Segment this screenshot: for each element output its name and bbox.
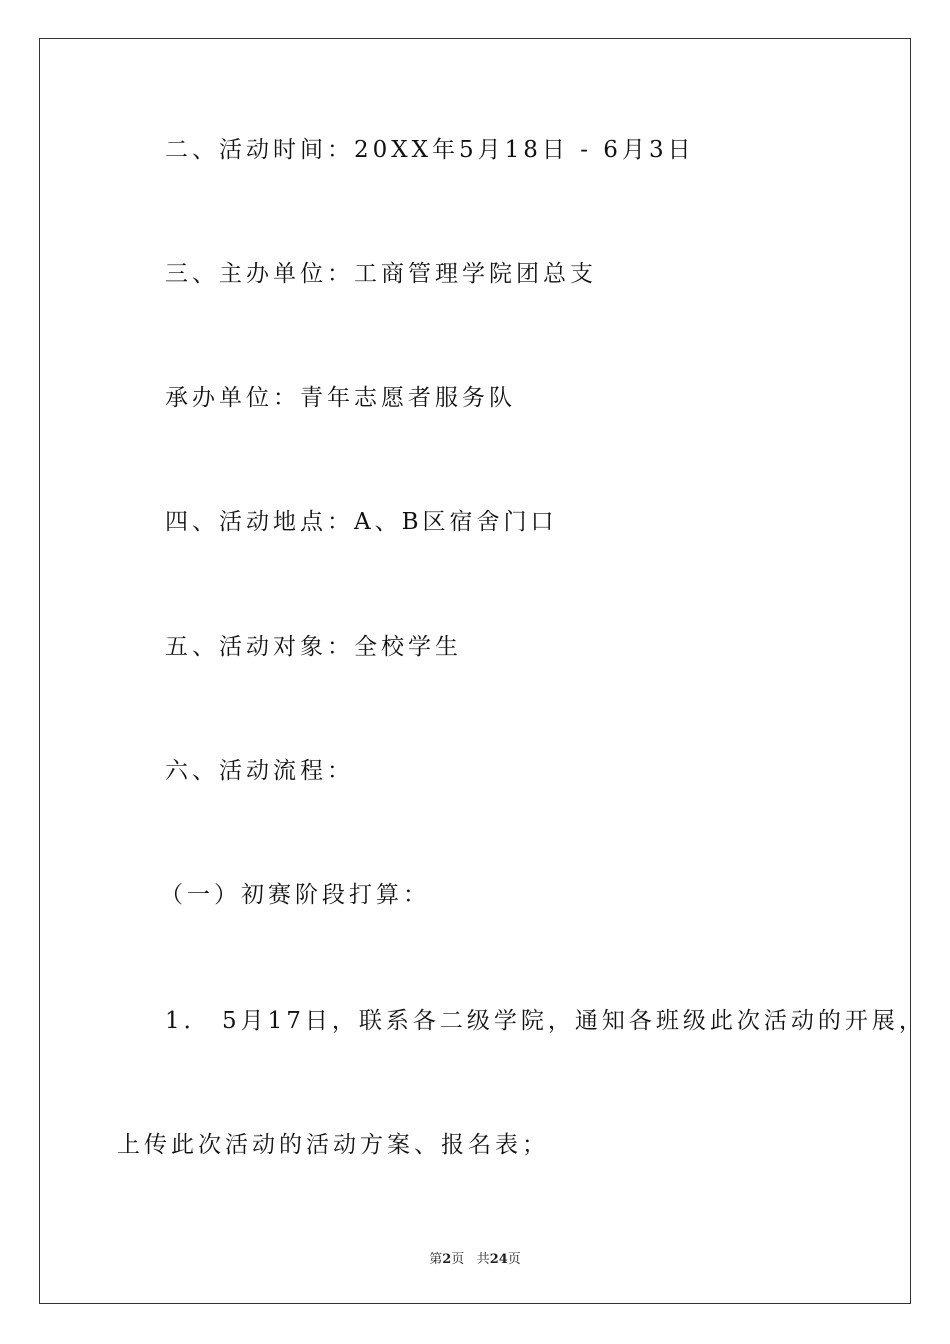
page-footer xyxy=(0,1248,950,1267)
activity-time-line: 二、活动时间：20XX年5月18日 - 6月3日 xyxy=(165,137,695,163)
page-frame xyxy=(39,38,911,1304)
footer-total-prefix: 共 xyxy=(476,1252,490,1267)
activity-audience-line: 五、活动对象：全校学生 xyxy=(165,634,462,660)
preliminary-stage-heading: （一）初赛阶段打算： xyxy=(160,882,430,908)
footer-page-prefix: 第 xyxy=(429,1252,443,1267)
footer-total-suffix: 页 xyxy=(507,1252,521,1267)
step-1-continuation-line: 上传此次活动的活动方案、报名表； xyxy=(117,1132,549,1158)
activity-process-heading: 六、活动流程： xyxy=(165,758,354,784)
co-organizer-line: 承办单位：青年志愿者服务队 xyxy=(165,385,516,411)
footer-page-current: 2 xyxy=(442,1252,452,1267)
footer-page-total: 24 xyxy=(489,1252,508,1267)
step-1-line: 1． 5月17日，联系各二级学院，通知各班级此次活动的开展， xyxy=(165,1008,926,1034)
organizer-line: 三、主办单位：工商管理学院团总支 xyxy=(165,261,597,287)
activity-location-line: 四、活动地点：A、B区宿舍门口 xyxy=(165,509,558,535)
footer-page-suffix: 页 xyxy=(451,1252,465,1267)
